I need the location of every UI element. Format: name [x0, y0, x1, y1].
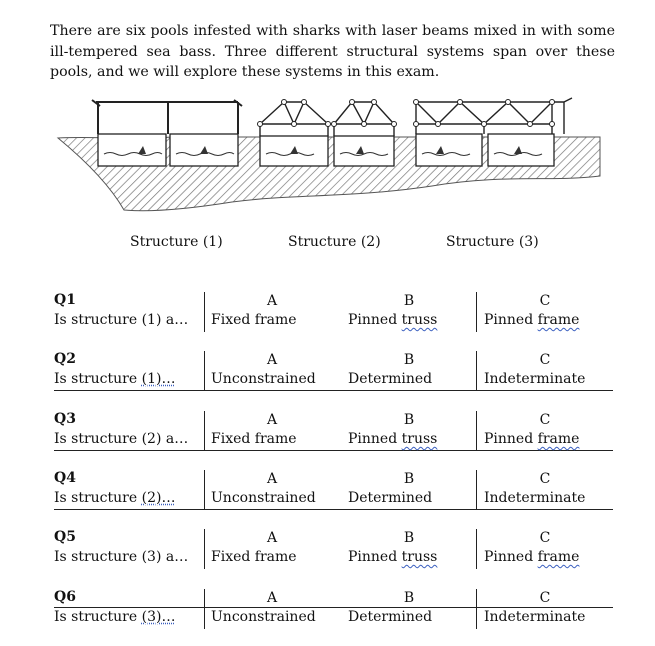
row-underline	[54, 390, 613, 391]
option-a[interactable]: Unconstrained	[211, 371, 316, 387]
option-letter-a: A	[266, 471, 278, 487]
divider	[476, 470, 477, 510]
divider	[476, 351, 477, 391]
divider	[204, 411, 205, 451]
option-c[interactable]: Indeterminate	[484, 371, 586, 387]
option-b[interactable]: Pinned truss	[348, 312, 438, 328]
intro-paragraph: There are six pools infested with sharks with laser beams mixed in with some ill-tempered sea bass. Three different structural systems span over these pools, and we will explore these systems in this exam.	[50, 23, 615, 80]
question-q2	[54, 351, 616, 399]
question-number: Q6	[54, 589, 76, 605]
question-number: Q5	[54, 529, 76, 545]
caption-structure-2: Structure (2)	[288, 234, 381, 250]
option-letter-b: B	[403, 530, 415, 546]
question-number: Q3	[54, 411, 76, 427]
option-letter-a: A	[266, 352, 278, 368]
option-a[interactable]: Unconstrained	[211, 609, 316, 625]
option-letter-b: B	[403, 471, 415, 487]
caption-structure-3: Structure (3)	[446, 234, 539, 250]
question-number: Q1	[54, 292, 76, 308]
option-a[interactable]: Fixed frame	[211, 312, 297, 328]
option-a[interactable]: Unconstrained	[211, 490, 316, 506]
option-letter-a: A	[266, 412, 278, 428]
question-text: Is structure (3)…	[54, 609, 176, 625]
structure-3-pins	[414, 100, 555, 127]
divider	[204, 589, 205, 629]
option-b[interactable]: Determined	[348, 371, 433, 387]
question-text: Is structure (3) a…	[54, 549, 189, 565]
row-underline	[54, 607, 613, 608]
question-number: Q4	[54, 470, 76, 486]
question-q4	[54, 470, 616, 518]
option-c[interactable]: Pinned frame	[484, 312, 580, 328]
option-c[interactable]: Indeterminate	[484, 609, 586, 625]
question-text: Is structure (1) a…	[54, 312, 189, 328]
question-text: Is structure (2) a…	[54, 431, 189, 447]
question-q5	[54, 529, 616, 577]
option-a[interactable]: Fixed frame	[211, 431, 297, 447]
row-underline	[54, 509, 613, 510]
structure-2-pins	[258, 100, 397, 127]
divider	[476, 589, 477, 629]
divider	[204, 292, 205, 332]
row-underline	[54, 450, 613, 451]
pools-structures-sketch	[52, 94, 617, 219]
option-letter-c: C	[539, 412, 551, 428]
option-letter-c: C	[539, 352, 551, 368]
option-letter-c: C	[539, 590, 551, 606]
divider	[476, 292, 477, 332]
structure-2-truss	[260, 102, 394, 136]
option-letter-a: A	[266, 293, 278, 309]
divider	[476, 529, 477, 569]
option-letter-b: B	[403, 590, 415, 606]
option-c[interactable]: Pinned frame	[484, 431, 580, 447]
divider	[204, 351, 205, 391]
structure-3-truss	[416, 98, 572, 134]
option-b[interactable]: Determined	[348, 609, 433, 625]
option-letter-b: B	[403, 293, 415, 309]
option-letter-a: A	[266, 590, 278, 606]
structure-1-frame	[92, 100, 242, 134]
option-letter-b: B	[403, 352, 415, 368]
option-letter-a: A	[266, 530, 278, 546]
question-q3	[54, 411, 616, 459]
option-b[interactable]: Pinned truss	[348, 549, 438, 565]
question-number: Q2	[54, 351, 76, 367]
option-letter-b: B	[403, 412, 415, 428]
option-letter-c: C	[539, 471, 551, 487]
option-b[interactable]: Determined	[348, 490, 433, 506]
option-c[interactable]: Pinned frame	[484, 549, 580, 565]
question-text: Is structure (2)…	[54, 490, 176, 506]
divider	[476, 411, 477, 451]
question-text: Is structure (1)…	[54, 371, 176, 387]
option-b[interactable]: Pinned truss	[348, 431, 438, 447]
question-q1	[54, 292, 616, 340]
option-a[interactable]: Fixed frame	[211, 549, 297, 565]
option-c[interactable]: Indeterminate	[484, 490, 586, 506]
divider	[204, 529, 205, 569]
option-letter-c: C	[539, 530, 551, 546]
option-letter-c: C	[539, 293, 551, 309]
question-q6	[54, 589, 616, 637]
divider	[204, 470, 205, 510]
caption-structure-1: Structure (1)	[130, 234, 223, 250]
